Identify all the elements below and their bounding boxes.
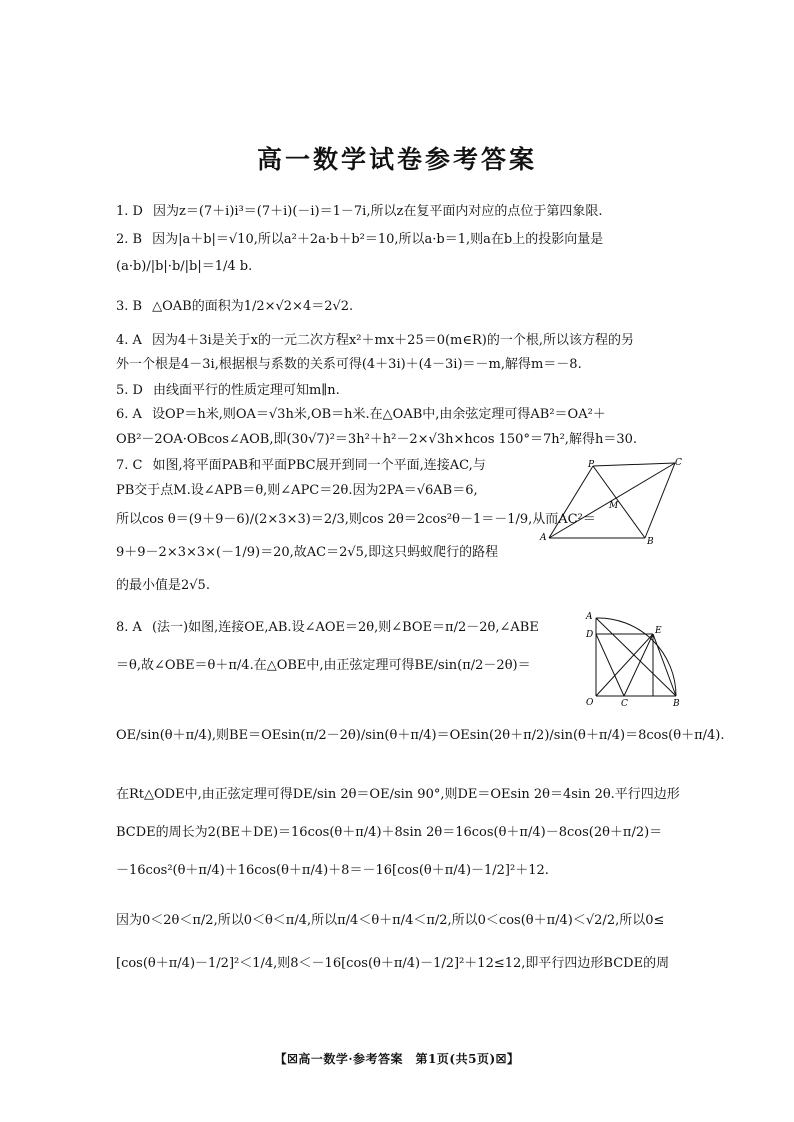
answer-8-line-6: －16cos²(θ＋π/4)＋16cos(θ＋π/4)＋8＝－16[cos(θ＋π/4)－1/2]²＋12. bbox=[116, 863, 549, 878]
answer-6-line-2: OB²－2OA·OBcos∠AOB,即(30√7)²＝3h²＋h²－2×√3h×hcos 150°＝7h²,解得h＝30. bbox=[116, 432, 637, 447]
edge-pc bbox=[593, 463, 675, 466]
answer-7-line-3: 所以cos θ＝(9＋9－6)/(2×3×3)＝2/3,则cos 2θ＝2cos²θ－1＝－1/9,从而AC²＝ bbox=[116, 512, 596, 527]
answer-8-line-8: [cos(θ＋π/4)－1/2]²＜1/4,则8＜－16[cos(θ＋π/4)－1/2]²＋12≤12,即平行四边形BCDE的周 bbox=[116, 956, 670, 971]
label-e: E bbox=[655, 626, 662, 636]
answer-8-line-5: BCDE的周长为2(BE＋DE)＝16cos(θ＋π/4)＋8sin 2θ＝16cos(θ＋π/4)－8cos(2θ＋π/2)＝ bbox=[116, 825, 663, 840]
answer-8-line-3: OE/sin(θ＋π/4),则BE＝OEsin(π/2－2θ)/sin(θ＋π/4)＝OEsin(2θ＋π/2)/sin(θ＋π/4)＝8cos(θ＋π/4). bbox=[116, 728, 725, 743]
edge-pb bbox=[593, 466, 645, 538]
answer-1 bbox=[116, 201, 686, 222]
answer-3-line bbox=[116, 296, 686, 317]
answer-8-label: 8. A bbox=[116, 620, 142, 635]
answer-8-line-1 bbox=[116, 617, 578, 638]
answer-3-label: 3. B bbox=[116, 299, 143, 314]
edge-cb bbox=[645, 463, 675, 538]
answer-2 bbox=[116, 229, 686, 277]
answer-7-line-1 bbox=[116, 455, 546, 476]
answer-5 bbox=[116, 380, 686, 401]
answer-7-line-2: PB交于点M.设∠APB＝θ,则∠APC＝2θ.因为2PA＝√6AB＝6, bbox=[116, 483, 478, 498]
edge-dc bbox=[596, 634, 624, 696]
edge-eb bbox=[653, 634, 676, 696]
answer-1-line bbox=[116, 201, 686, 222]
answer-5-line bbox=[116, 380, 686, 401]
answer-8-cont bbox=[116, 725, 725, 974]
label-m: M bbox=[609, 501, 619, 511]
answer-5-text: 由线面平行的性质定理可知m∥n. bbox=[152, 383, 340, 398]
answer-6-text-1: 设OP＝h米,则OA＝√3h米,OB＝h米.在△OAB中,由余弦定理可得AB²＝OA²＋ bbox=[151, 407, 606, 422]
answer-2-text-1: 因为|a＋b|＝√10,所以a²＋2a·b＋b²＝10,所以a·b＝1,则a在b上的投影向量是 bbox=[152, 232, 604, 247]
label-p: P bbox=[588, 460, 595, 470]
answer-8-line-2: ＝θ,故∠OBE＝θ＋π/4.在△OBE中,由正弦定理可得BE/sin(π/2－2θ)＝ bbox=[116, 658, 531, 673]
label-o: O bbox=[586, 698, 594, 708]
answer-6 bbox=[116, 404, 686, 450]
answer-1-text: 因为z＝(7＋i)i³＝(7＋i)(－i)＝1－7i,所以z在复平面内对应的点位于第四象限. bbox=[152, 204, 603, 219]
answer-7-label: 7. C bbox=[116, 458, 143, 473]
answer-7 bbox=[116, 455, 596, 596]
answer-3 bbox=[116, 296, 686, 317]
label-c: C bbox=[621, 699, 628, 709]
edge-ce bbox=[624, 634, 653, 696]
answer-8 bbox=[116, 617, 578, 676]
answer-1-label: 1. D bbox=[116, 204, 143, 219]
answer-4-line-1 bbox=[116, 330, 686, 351]
answer-2-line-2: (a·b)/|b|·b/|b|＝1/4 b. bbox=[116, 259, 253, 274]
answer-4-line-2: 外一个根是4－3i,根据根与系数的关系可得(4＋3i)＋(4－3i)＝－m,解得m＝－8. bbox=[116, 357, 582, 372]
answer-8-text-1: (法一)如图,连接OE,AB.设∠AOE＝2θ,则∠BOE＝π/2－2θ,∠ABE bbox=[151, 620, 539, 635]
label-a: A bbox=[586, 612, 593, 622]
answer-4 bbox=[116, 330, 686, 375]
answer-8-line-7: 因为0＜2θ＜π/2,所以0＜θ＜π/4,所以π/4＜θ＋π/4＜π/2,所以0＜cos(θ＋π/4)＜√2/2,所以0≤ bbox=[116, 913, 665, 928]
label-a: A bbox=[540, 533, 547, 543]
figure-8-diagram bbox=[583, 610, 685, 710]
label-d: D bbox=[586, 630, 594, 640]
answer-4-label: 4. A bbox=[116, 333, 142, 348]
edge-ab bbox=[596, 618, 676, 696]
page-footer: 【☒高一数学·参考答案 第1页(共5页)☒】 bbox=[274, 1052, 520, 1066]
answer-5-label: 5. D bbox=[116, 383, 143, 398]
answer-8-line-4: 在Rt△ODE中,由正弦定理可得DE/sin 2θ＝OE/sin 90°,则DE＝OEsin 2θ＝4sin 2θ.平行四边形 bbox=[116, 787, 680, 802]
label-b: B bbox=[673, 699, 680, 709]
answer-7-line-5: 的最小值是2√5. bbox=[116, 578, 210, 593]
answer-7-text-1: 如图,将平面PAB和平面PBC展开到同一个平面,连接AC,与 bbox=[152, 458, 486, 473]
page-title: 高一数学试卷参考答案 bbox=[256, 145, 537, 174]
answer-2-label: 2. B bbox=[116, 232, 143, 247]
label-b: B bbox=[647, 537, 654, 547]
answer-6-label: 6. A bbox=[116, 407, 142, 422]
edge-ap bbox=[549, 466, 593, 538]
answer-3-text: △OAB的面积为1/2×√2×4＝2√2. bbox=[152, 299, 354, 314]
answer-6-line-1 bbox=[116, 404, 686, 425]
figure-7-diagram bbox=[537, 456, 685, 548]
answer-2-line-1 bbox=[116, 229, 686, 250]
label-c: C bbox=[675, 458, 682, 468]
answer-4-text-1: 因为4＋3i是关于x的一元二次方程x²＋mx＋25＝0(m∈R)的一个根,所以该方程的另 bbox=[151, 333, 634, 348]
answer-7-line-4: 9＋9－2×3×3×(－1/9)＝20,故AC＝2√5,即这只蚂蚁爬行的路程 bbox=[116, 545, 499, 560]
